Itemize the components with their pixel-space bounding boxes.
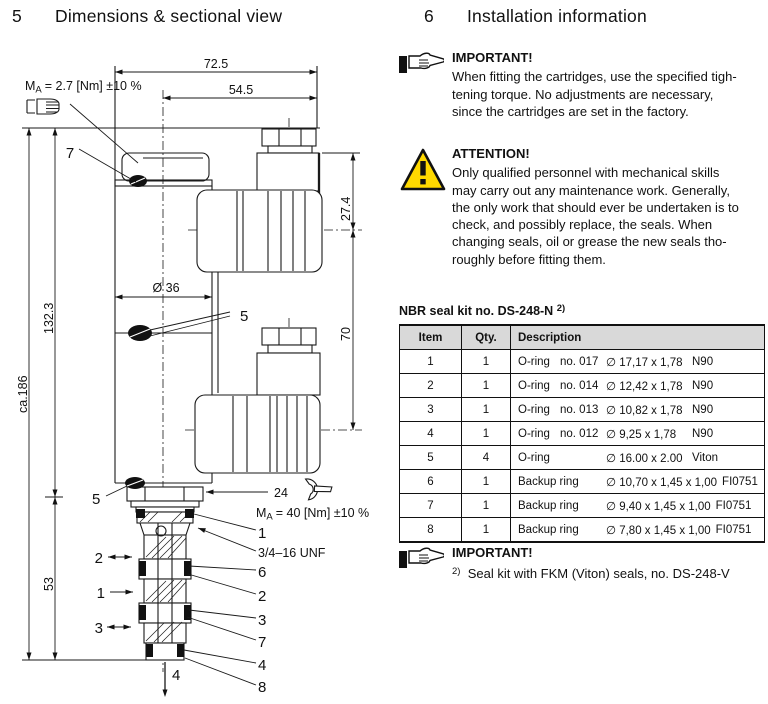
callout-2: 2 [258, 588, 267, 605]
dim-53: 53 [42, 577, 56, 591]
callout-7b: 7 [258, 634, 267, 651]
note-line: changing seals, oil or grease the new seals tho- [452, 234, 727, 250]
note-line: tening torque. No adjustments are necessary, [452, 86, 714, 102]
footnote-superscript: 2) [452, 566, 461, 578]
dim-torque-bottom: $M_A = 40$ [Nm] ±10 % [256, 506, 370, 523]
table-row: 3 1 O-ring no. 013 ∅ 10,82 x 1,78 N90 [400, 397, 764, 421]
callout-6: 6 [258, 564, 267, 581]
callout-7: 7 [65, 145, 75, 162]
callout-8: 8 [258, 679, 267, 696]
dim-132-3: 132.3 [42, 302, 56, 334]
header-description: Description [518, 331, 582, 344]
note-line: may carry out any maintenance work. Generally, [452, 182, 730, 198]
wrench-icon [306, 476, 334, 500]
dim-72-5: 72.5 [203, 57, 229, 71]
table-title-superscript: 2) [556, 303, 566, 314]
dim-torque-top: $M_A = 2.7$ [Nm] ±10 % [25, 79, 142, 96]
section-6-title [424, 6, 647, 27]
table-row: 2 1 O-ring no. 014 ∅ 12,42 x 1,78 N90 [400, 373, 764, 397]
section-5-number: 5 [12, 6, 22, 26]
o-ring-details [125, 175, 152, 489]
header-qty: Qty. [462, 326, 511, 349]
table-row: 6 1 Backup ring ∅ 10,70 x 1,45 x 1,00 FI0751 [400, 469, 764, 493]
dim-ca186: ca.186 [16, 375, 30, 413]
dim-54-5: 54.5 [228, 83, 254, 97]
dim-70: 70 [339, 327, 353, 341]
callout-5-upper: 5 [240, 308, 249, 325]
warning-triangle-icon [399, 147, 447, 193]
note-important-1-heading: IMPORTANT! [452, 50, 533, 65]
note-important-2-heading: IMPORTANT! [452, 545, 533, 560]
table-row: 5 4 O-ring ∅ 16.00 x 2.00 Viton [400, 445, 764, 469]
port-1-label: 1 [96, 585, 105, 602]
section-6-number: 6 [424, 6, 434, 26]
pointing-hand-icon [398, 545, 444, 575]
note-line: the only work that should ever be undertaken is to [452, 199, 739, 215]
retaining-nut [127, 487, 203, 512]
port-4-label: 4 [172, 667, 181, 684]
note-line: When fitting the cartridges, use the specified tigh- [452, 69, 737, 85]
upper-coil [197, 129, 322, 272]
table-row: 8 1 Backup ring ∅ 7,80 x 1,45 x 1,00 FI0751 [400, 517, 764, 541]
seal-kit-table-title: NBR seal kit no. DS-248-N $^{2)}$ [399, 303, 566, 318]
pointing-hand-icon [398, 50, 444, 80]
seal-kit-table [399, 324, 765, 543]
table-row: 1 1 O-ring no. 017 ∅ 17,17 x 1,78 N90 [400, 349, 764, 373]
callout-1: 1 [258, 525, 267, 542]
header-item: Item [400, 326, 462, 349]
table-row: 7 1 Backup ring ∅ 9,40 x 1,45 x 1,00 FI0751 [400, 493, 764, 517]
table-row: 4 1 O-ring no. 012 ∅ 9,25 x 1,78 N90 [400, 421, 764, 445]
note-line: since the cartridges are set in the factory. [452, 103, 689, 119]
cartridge-tip [136, 509, 194, 660]
note-attention [452, 145, 768, 268]
note-line: Only qualified personnel with mechanical skills [452, 165, 720, 181]
dim-dia36: Ø 36 [152, 281, 180, 295]
section-5-heading: Dimensions & sectional view [55, 6, 283, 26]
callout-3: 3 [258, 612, 267, 629]
hand-icon [27, 99, 59, 114]
note-important-2 [452, 544, 768, 583]
note-attention-heading: ATTENTION! [452, 146, 530, 161]
section-6-heading: Installation information [467, 6, 647, 26]
port-3-label: 3 [94, 620, 103, 637]
dim-27-4: 27.4 [339, 196, 353, 221]
table-header-row [400, 326, 764, 349]
dim-thread: 3/4–16 UNF [258, 546, 326, 560]
note-line: roughly before fitting them. [452, 251, 606, 267]
port-2-label: 2 [94, 550, 103, 567]
note-line: check, and possibly replace, the seals. When [452, 217, 713, 233]
callout-5-lower: 5 [92, 491, 101, 508]
footnote [452, 563, 768, 582]
lower-coil [195, 328, 320, 473]
footnote-text: Seal kit with FKM (Viton) seals, no. DS-248-V [467, 566, 730, 582]
note-important-1 [452, 49, 768, 120]
dim-wrench-24: 24 [274, 486, 288, 500]
callout-4: 4 [258, 657, 267, 674]
